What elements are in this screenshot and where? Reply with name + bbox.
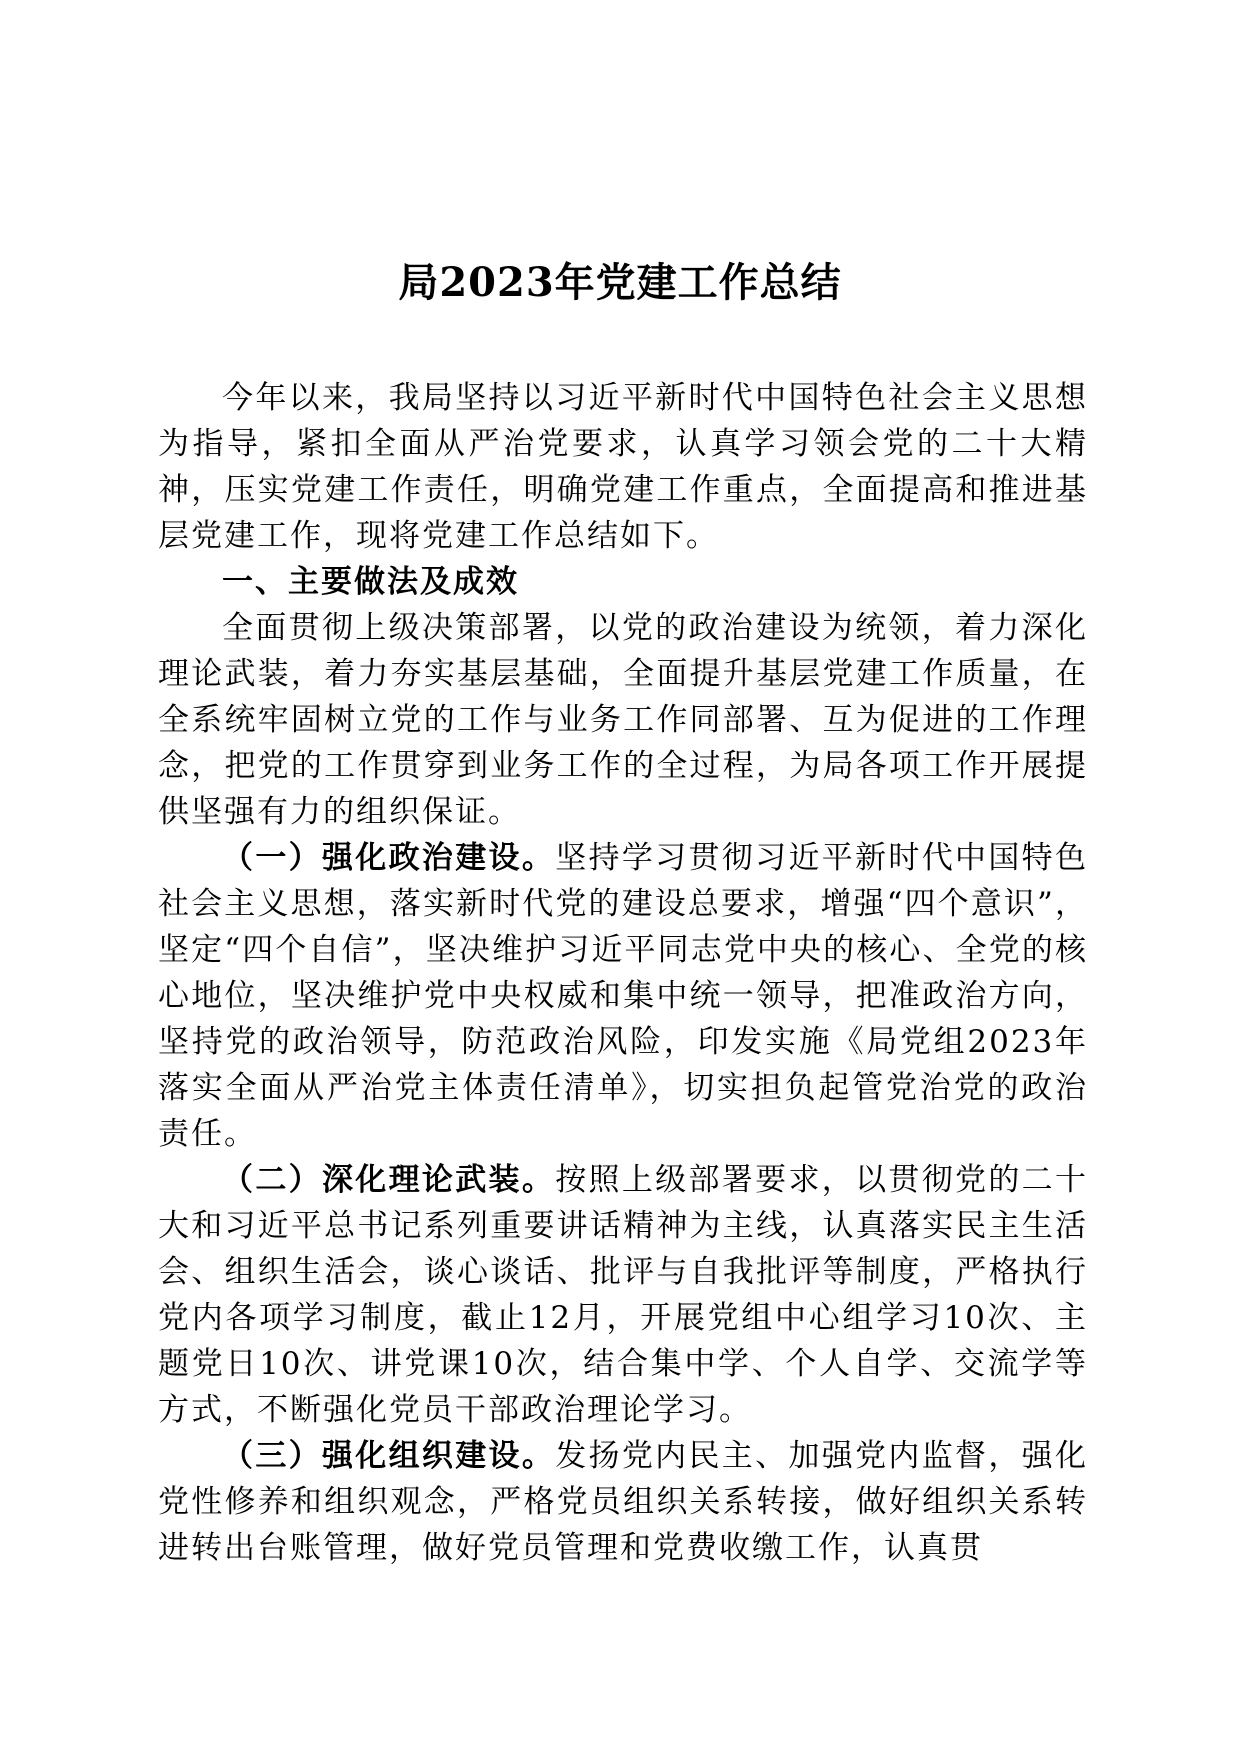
section-heading: 一、主要做法及成效 xyxy=(222,564,519,600)
document-body xyxy=(158,375,1088,1571)
subsection-lead: （一）强化政治建设。 xyxy=(222,840,556,876)
subsection-paragraph xyxy=(158,1157,1088,1433)
intro-paragraph: 今年以来，我局坚持以习近平新时代中国特色社会主义思想为指导，紧扣全面从严治党要求，认真学习领会党的二十大精神，压实党建工作责任，明确党建工作重点，全面提高和推进基层党建工作，现将党建工作总结如下。 xyxy=(158,380,1088,554)
document-title: 局2023年党建工作总结 xyxy=(398,259,842,306)
subsection-lead: （二）深化理论武装。 xyxy=(222,1162,556,1198)
subsection-lead: （三）强化组织建设。 xyxy=(222,1438,556,1474)
subsection-text: 坚持学习贯彻习近平新时代中国特色社会主义思想，落实新时代党的建设总要求，增强“四个意识”，坚定“四个自信”，坚决维护习近平同志党中央的核心、全党的核心地位，坚决维护党中央权威和集中统一领导，把准政治方向，坚持党的政治领导，防范政治风险，印发实施《局党组2023年落实全面从严治党主体责任清单》，切实担负起管党治党的政治责任。 xyxy=(158,840,1089,1152)
subsection-paragraph xyxy=(158,835,1088,1157)
subsection-paragraph xyxy=(158,1433,1088,1571)
body-paragraph: 全面贯彻上级决策部署，以党的政治建设为统领，着力深化理论武装，着力夯实基层基础，全面提升基层党建工作质量，在全系统牢固树立党的工作与业务工作同部署、互为促进的工作理念，把党的工作贯穿到业务工作的全过程，为局各项工作开展提供坚强有力的组织保证。 xyxy=(158,610,1088,830)
subsection-text: 按照上级部署要求，以贯彻党的二十大和习近平总书记系列重要讲话精神为主线，认真落实民主生活会、组织生活会，谈心谈话、批评与自我批评等制度，严格执行党内各项学习制度，截止12月，开展党组中心组学习10次、主题党日10次、讲党课10次，结合集中学、个人自学、交流学等方式，不断强化党员干部政治理论学习。 xyxy=(158,1162,1089,1428)
subsection-text: 发扬党内民主、加强党内监督，强化党性修养和组织观念，严格党员组织关系转接，做好组织关系转进转出台账管理，做好党员管理和党费收缴工作，认真贯 xyxy=(158,1438,1089,1566)
